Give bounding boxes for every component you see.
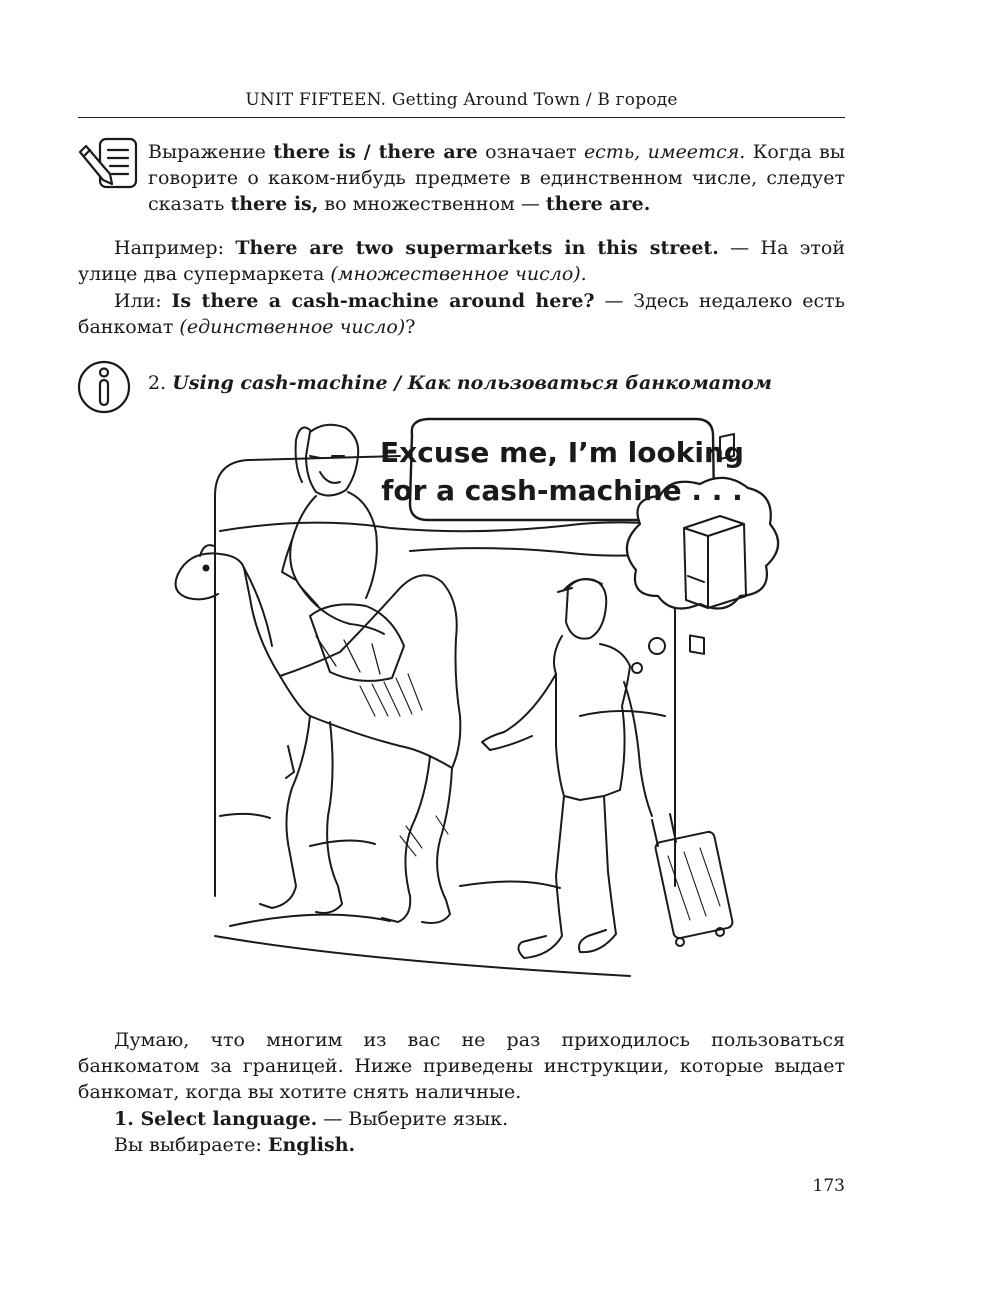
example-paragraph-2 xyxy=(78,288,845,340)
header-rule xyxy=(78,117,845,118)
choice-line xyxy=(78,1132,845,1158)
step-1-english: 1. Select language. xyxy=(114,1108,318,1130)
running-header: UNIT FIFTEEN. Getting Around Town / В городе xyxy=(245,90,678,110)
example-text: — Здесь недалеко есть банкомат xyxy=(78,290,845,338)
page-number: 173 xyxy=(812,1176,845,1196)
example-paragraph-1 xyxy=(78,235,845,287)
info-icon xyxy=(76,359,132,415)
note-text: Когда вы говорите о каком-нибудь предмете в единственном числе, следует сказать xyxy=(148,141,845,215)
example-italic-phrase: (единственное число) xyxy=(179,316,406,338)
notepad-pencil-icon xyxy=(76,136,140,192)
example-bold-phrase: Is there a cash-machine around here? xyxy=(171,290,595,312)
step-1-russian: — Выберите язык. xyxy=(317,1108,509,1130)
intro-paragraph: Думаю, что многим из вас не раз приходилось пользоваться банкоматом за границей. Ниже приведены инструкции, которые выдает банкомат, когда вы хотите снять наличные. xyxy=(78,1029,845,1103)
cartoon-illustration xyxy=(160,416,780,988)
speech-bubble-line-1: Excuse me, I’m looking xyxy=(380,436,744,469)
step-1 xyxy=(78,1106,845,1132)
example-bold-phrase: There are two supermarkets in this street. xyxy=(235,237,719,259)
note-italic-phrase: есть, имеется. xyxy=(583,141,746,163)
note-text: во множественном — xyxy=(318,193,546,215)
choice-value: English. xyxy=(267,1134,356,1156)
note-text: Выражение xyxy=(148,141,274,163)
section-title xyxy=(148,370,772,396)
note-bold-phrase: there is / there are xyxy=(273,141,478,163)
example-text: Или: xyxy=(114,290,172,312)
example-text: Например: xyxy=(114,237,236,259)
note-text: означает xyxy=(477,141,584,163)
speech-bubble-line-2: for a cash-machine . . . xyxy=(381,474,743,507)
example-text: — На этой улице два супермаркета xyxy=(78,237,846,285)
choice-text: Вы выбираете: xyxy=(114,1134,268,1156)
section-number: 2. xyxy=(148,372,167,394)
note-bold-phrase: there is, xyxy=(230,193,319,215)
example-italic-phrase: (множественное число). xyxy=(330,263,587,285)
section-title-text: Using cash-machine / Как пользоваться банкоматом xyxy=(172,372,772,394)
note-bold-phrase: there are. xyxy=(545,193,651,215)
example-text: ? xyxy=(405,316,416,338)
note-paragraph xyxy=(148,139,845,217)
